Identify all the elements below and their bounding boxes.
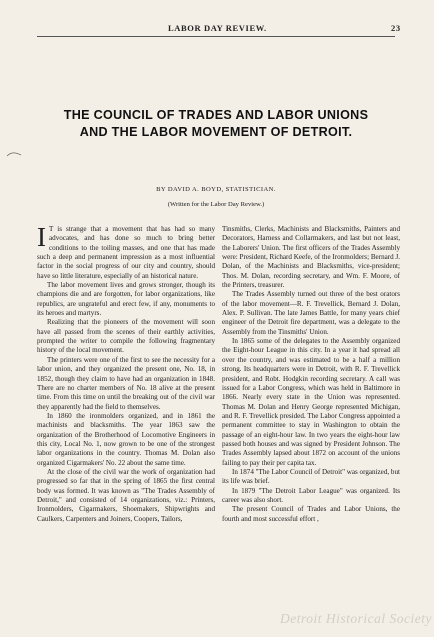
title-line-2: AND THE LABOR MOVEMENT OF DETROIT. bbox=[79, 125, 353, 139]
paragraph: In 1860 the ironmolders organized, and in 1861 the machinists and blacksmiths. The year 1863 saw the organization of the Brotherhood of Locomotive Engineers in this city, Local No. 1, now grown to be one of the strongest labor organizations in the country. Thomas M. Dolan also organized Cigarmakers' No. 22 about the same time. bbox=[37, 411, 215, 467]
left-column bbox=[37, 222, 215, 524]
page-number: 23 bbox=[391, 23, 401, 33]
running-title: LABOR DAY REVIEW. bbox=[168, 23, 267, 33]
paragraph: At the close of the civil war the work of organization had progressed so far that in the spring of 1865 the first central body was formed. It was known as "The Trades Assembly of Detroit," and consisted of 14 organizations, viz.: Printers, Ironmolders, Cigarmakers, Shoemakers, Shipwrights and Caulkers, Carpenters and Joiners, Coopers, Tailors, bbox=[37, 467, 215, 523]
paragraph: In 1879 "The Detroit Labor League" was organized. Its career was also short. bbox=[222, 486, 400, 504]
paragraph: The Trades Assembly turned out three of the best orators of the labor movement—R. F. Trevellick, Bernard J. Dolan, Alex. P. Sullivan. The late James Battle, for many years chief engineer of the Detroit fire department, was a delegate to the Assembly from the Tinsmiths' Union. bbox=[222, 290, 400, 336]
paragraph: The printers were one of the first to see the necessity for a labor union, and they organized the present one, No. 18, in 1852, though they claim to have had an organization in 1848. There are no charter members of No. 18 alive at the present time. From this time on until the breaking out of the civil war they apparently had the field to themselves. bbox=[37, 355, 215, 411]
drop-cap: I bbox=[37, 222, 46, 252]
paragraph-text: T is strange that a movement that has had so many advocates, and has done so much to bring better conditions to the toiling masses, and one that has made such a deep and permanent impression as a most influential factor in the social progress of our city and country, should have so little literature, especially of an historical nature. bbox=[37, 225, 215, 280]
paragraph bbox=[37, 222, 215, 281]
title-line-1: THE COUNCIL OF TRADES AND LABOR UNIONS bbox=[63, 108, 369, 122]
paragraph: In 1874 "The Labor Council of Detroit" was organized, but its life was brief. bbox=[222, 467, 400, 486]
article-title bbox=[37, 107, 395, 141]
paragraph: Realizing that the pioneers of the movement will soon have all passed from the scenes of their earthly activities, prompted the writer to compile the following fragmentary history of the local movement. bbox=[37, 318, 215, 355]
paragraph: In 1865 some of the delegates to the Assembly organized the Eight-hour League in this city. In a year it had spread all over the country, and was estimated to be a half a million strong. Its headquarters were in Detroit, with R. F. Trevellick president, and Robt. Hodgkin recording secretary. A call was issued for a Labor Congress, which was held in Baltimore in 1866. Nearly every state in the Union was represented. Thomas M. Dolan and Henry George represented Michigan, and R. F. Trevellick presided. The Labor Congress appointed a permanent committee to stay in Washington to obtain the passage of an eight-hour law. In two years the eight-hour law passed both houses and was signed by President Johnson. The Trades Assembly lapsed about 1872 on account of the unions failing to pay their per capita tax. bbox=[222, 337, 400, 467]
pencil-mark-icon bbox=[6, 150, 22, 160]
paragraph: The labor movement lives and grows stronger, though its champions die and are forgotten, for labor organizations, like republics, are ungrateful and erect few, if any, monuments to its heroes and martyrs. bbox=[37, 281, 215, 318]
paragraph: Tinsmiths, Clerks, Machinists and Blacksmiths, Painters and Decorators, Harness and Collarmakers, and last but not least, the Laborers' Union. The first officers of the Trades Assembly were: President, Richard Keefe, of the Ironmolders; Bernard J. Dolan, of the Machinists and Blacksmiths, vice-president; Thos. M. Dolan, recording secretary, and Wm. F. Moore, of the Printers, treasurer. bbox=[222, 225, 400, 290]
header-rule bbox=[37, 36, 395, 37]
watermark: Detroit Historical Society bbox=[280, 611, 432, 626]
byline: BY DAVID A. BOYD, STATISTICIAN. bbox=[156, 186, 276, 193]
written-for-note: (Written for the Labor Day Review.) bbox=[167, 201, 265, 208]
running-header bbox=[0, 23, 434, 35]
right-column bbox=[222, 225, 400, 524]
paragraph: The present Council of Trades and Labor Unions, the fourth and most successful effort , bbox=[222, 505, 400, 523]
